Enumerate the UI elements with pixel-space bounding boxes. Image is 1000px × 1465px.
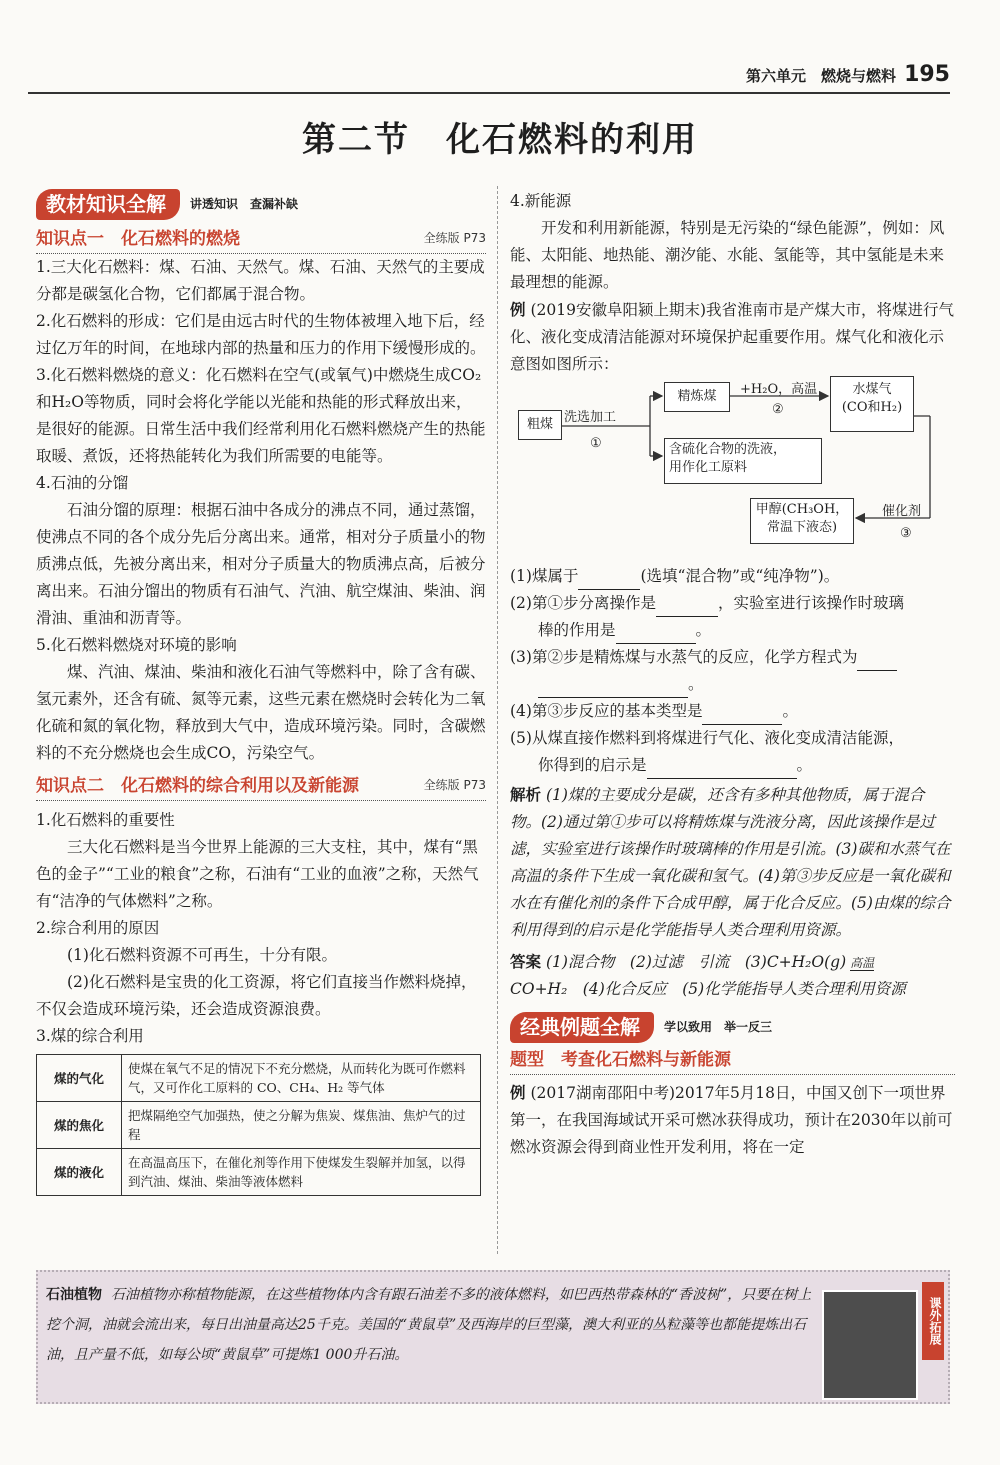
unit-title: 第六单元 燃烧与燃料 [746,67,897,85]
q2-cont: 棒的作用是 [538,621,616,639]
right-column [510,188,955,1161]
question-type: 题型 考查化石燃料与新能源 [510,1047,955,1075]
para-5: 煤、汽油、煤油、柴油和液化石油气等燃料中，除了含有碳、氢元素外，还含有硫、氮等元素，这些元素在燃烧时会转化为二氧化硫和氮的氧化物，释放到大气中，造成环境污染。同时，含碳燃料的不充分燃烧也会生成CO，污染空气。 [36,663,486,762]
kp1-title: 知识点一 化石燃料的燃烧 [36,229,240,249]
answer-blank-7[interactable] [647,778,797,779]
new-energy-heading: 4.新能源 [510,192,572,210]
knowledge-banner [36,188,486,220]
page-number: 195 [904,62,950,87]
q3-heading: 3.煤的综合利用 [36,1027,144,1045]
example-label: 例 [510,300,526,319]
q1-heading: 1.化石燃料的重要性 [36,811,175,829]
banner-subtitle: 讲透知识 查漏补缺 [190,196,299,211]
analysis-label: 解析 [510,785,542,804]
para-4: 石油分馏的原理：根据石油中各成分的沸点不同，通过蒸馏，使沸点不同的各个成分先后分离出来。通常，相对分子质量小的物质沸点低，先被分离出来，相对分子质量大的物质沸点高，后被分离出来。石油分馏出的物质有石油气、汽油、航空煤油、柴油、润滑油、重油和沥青等。 [36,501,486,627]
q5-mid: 你得到的启示是 [538,756,647,774]
q2-b: (2)化石燃料是宝贵的化工资源，将它们直接当作燃料烧掉，不仅会造成环境污染，还会造成资源浪费。 [36,973,477,1018]
methanol-line2: 常温下液态) [766,520,838,535]
extension-heading: 石油植物 [46,1287,102,1303]
sulfur-wash-line1: 含硫化合物的洗液， [669,442,787,457]
banner2-label: 经典例题全解 [510,1012,654,1043]
answer-line1: (1)混合物 (2)过滤 引流 (3)C+H₂O(g) [545,953,847,971]
extension-box [36,1270,950,1404]
water-gas-box [830,376,914,432]
answer-blank-4[interactable] [857,670,897,671]
table-key: 煤的焦化 [37,1102,122,1149]
example-banner [510,1011,955,1043]
q2-heading: 2.综合利用的原因 [36,919,160,937]
extension-text [46,1280,816,1370]
left-column [36,188,486,1196]
q5-prefix: (5)从煤直接作燃料到将煤进行气化、液化变成清洁能源， [510,729,904,747]
methanol-line1: 甲醇(CH₃OH， [755,502,849,517]
q5-end: 。 [796,756,813,774]
water-gas-formula: (CO和H₂) [841,400,903,415]
sulfur-wash-line2: 用作化工原料 [669,460,748,475]
refined-coal-box: 精炼煤 [664,382,730,412]
coal-use-table [36,1054,481,1196]
table-key: 煤的液化 [37,1149,122,1196]
q4-prefix: (4)第③步反应的基本类型是 [510,702,703,720]
table-row [37,1149,481,1196]
coal-process-diagram [510,382,950,557]
banner2-subtitle: 学以致用 举一反三 [664,1019,773,1034]
step-1-label: ① [590,436,602,451]
q2-mid: ，实验室进行该操作时玻璃 [717,594,904,612]
running-header [746,62,950,87]
water-gas-name: 水煤气 [852,382,892,397]
answer-line2: CO+H₂ (4)化合反应 (5)化学能指导人类合理利用资源 [510,980,906,998]
q2-a: (1)化石燃料资源不可再生，十分有限。 [67,946,337,964]
q4-end: 。 [782,702,798,720]
page-title: 第二节 化石燃料的利用 [302,120,698,160]
example2-label: 例 [510,1083,526,1102]
methanol-box [750,498,854,544]
table-value: 在高温高压下，在催化剂等作用下使煤发生裂解并加氢，以得到汽油、煤油、柴油等液体燃料 [122,1149,481,1196]
answer-label: 答案 [510,952,542,971]
q1-prefix: (1)煤属于 [510,567,579,585]
extension-body: 石油植物亦称植物能源，在这些植物体内含有跟石油差不多的液体燃料，如巴西热带森林的“香波树”，只要在树上挖个洞，油就会流出来，每日出油量高达25千克。美国的“黄鼠草”及西海岸的巨型藻，澳大利亚的丛粒藻等也都能提炼出石油，且产量不低，如每公顷“黄鼠草”可提炼1 000升石油。 [46,1287,812,1363]
step-2-label: ② [772,402,784,417]
step-2-condition: +H₂O，高温 [740,382,818,397]
para-2: 2.化石燃料的形成：它们是由远古时代的生物体被埋入地下后，经过亿万年的时间，在地球内部的热量和压力的作用下缓慢形成的。 [36,312,486,357]
analysis-text: (1)煤的主要成分是碳，还含有多种其他物质，属于混合物。(2)通过第①步可以将精炼煤与洗液分离，因此该操作是过滤，实验室进行该操作时玻璃棒的作用是引流。(3)碳和水蒸气在高温的条件下生成一氧化碳和氢气。(4)第③步反应是一氧化碳和水在有催化剂的条件下合成甲醇，属于化合反应。(5)由煤的综合利用得到的启示是化学能指导人类合理利用资源。 [510,786,951,939]
table-key: 煤的气化 [37,1055,122,1102]
q1-suffix: (选填“混合物”或“纯净物”)。 [640,567,840,585]
example2-text: (2017湖南邵阳中考)2017年5月18日，中国又创下一项世界第一，在我国海域试开采可燃冰获得成功，预计在2030年以前可燃冰资源会得到商业性开发利用，将在一定 [510,1084,953,1156]
q3-prefix: (3)第②步是精炼煤与水蒸气的反应，化学方程式为 [510,648,858,666]
oil-plant-photo [822,1290,918,1400]
example-text: (2019安徽阜阳颍上期末)我省淮南市是产煤大市，将煤进行气化、液化变成清洁能源对环境保护起重要作用。煤气化和液化示意图如图所示： [510,301,954,373]
banner-label: 教材知识全解 [36,189,180,220]
kp1-ref: 全练版 P73 [423,231,486,245]
q3-end: 。 [688,675,704,693]
extension-tag: 课外拓展 [922,1282,944,1360]
answer-condition: 高温 [850,956,875,970]
new-energy-text: 开发和利用新能源，特别是无污染的“绿色能源”，例如：风能、太阳能、地热能、潮汐能、水能、氢能等，其中氢能是未来最理想的能源。 [510,219,945,291]
kp2-ref: 全练版 P73 [423,778,486,792]
column-divider [497,186,498,1254]
raw-coal-box: 粗煤 [518,410,562,440]
para-1: 1.三大化石燃料：煤、石油、天然气。煤、石油、天然气的主要成分都是碳氢化合物，它们都属于混合物。 [36,258,485,303]
knowledge-point-2 [36,771,486,801]
q2-end: 。 [695,621,712,639]
para-5-heading: 5.化石燃料燃烧对环境的影响 [36,636,237,654]
kp2-title: 知识点二 化石燃料的综合利用以及新能源 [36,776,359,796]
q1-text: 三大化石燃料是当今世界上能源的三大支柱，其中，煤有“黑色的金子”“工业的粮食”之称，石油有“工业的血液”之称，天然气有“洁净的气体燃料”之称。 [36,838,479,910]
catalyst-label: 催化剂 [882,504,922,519]
para-3: 3.化石燃料燃烧的意义：化石燃料在空气(或氧气)中燃烧生成CO₂和H₂O等物质，同时会将化学能以光能和热能的形式释放出来，是很好的能源。日常生活中我们经常利用化石燃料燃烧产生的热能取暖、煮饭，还将热能转化为我们所需要的电能等。 [36,366,486,465]
wash-label: 洗选加工 [564,410,617,425]
table-value: 使煤在氧气不足的情况下不充分燃烧，从而转化为既可作燃料气，又可作化工原料的 CO、CH₄、H₂ 等气体 [122,1055,481,1102]
table-value: 把煤隔绝空气加强热，使之分解为焦炭、煤焦油、焦炉气的过程 [122,1102,481,1149]
sulfur-wash-box [664,438,822,484]
para-4-heading: 4.石油的分馏 [36,474,129,492]
step-3-label: ③ [900,526,912,541]
table-row [37,1102,481,1149]
knowledge-point-1 [36,224,486,254]
q2-prefix: (2)第①步分离操作是 [510,594,656,612]
table-row [37,1055,481,1102]
header-rule [28,92,950,94]
